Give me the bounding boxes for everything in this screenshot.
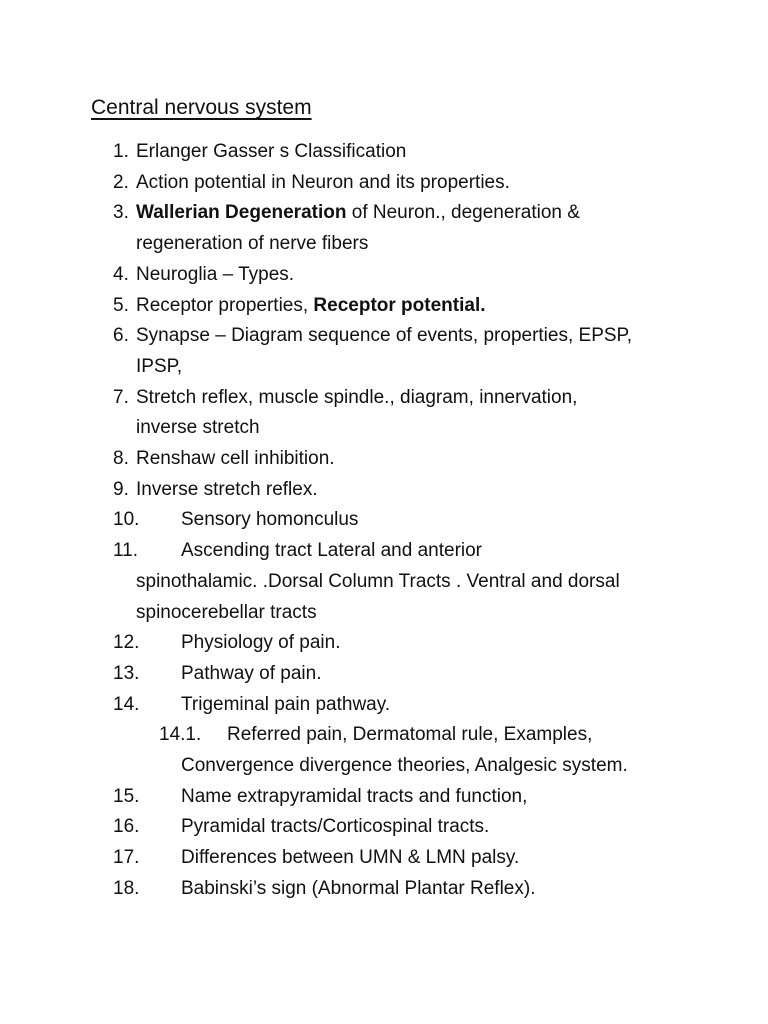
list-item-number: 17. [113,847,140,869]
list-item-text [181,815,489,839]
list-item-text-part: Receptor properties, [136,294,314,316]
list-item-number: 13. [113,662,140,684]
list-item-text [136,601,317,625]
list-item-text [181,508,358,532]
list-item-text [181,539,482,563]
list-item-text-part: spinothalamic. .Dorsal Column Tracts . Ventral and dorsal [136,570,620,592]
list-item-text [136,140,406,164]
list-item-text-part: Neuroglia – Types. [136,263,295,285]
list-item-text-part: Referred pain, Dermatomal rule, Examples, [227,724,593,746]
list-item-number: 11. [113,540,139,562]
document-title: Central nervous system [91,96,312,119]
list-item-text-part: Name extrapyramidal tracts and function, [181,785,528,807]
list-item-text [136,171,510,195]
list-item-number: 9. [113,478,129,500]
list-item-text-part: Trigeminal pain pathway. [181,693,391,715]
list-item-text [136,263,294,287]
list-item-text [181,785,527,809]
list-item-number: 6. [113,325,129,347]
list-item-text [136,355,182,379]
list-item-number: 7. [113,386,129,408]
list-item-number: 15. [113,785,140,807]
list-item-text [136,324,632,348]
list-item-number: 12. [113,632,140,654]
list-item-text-part: Convergence divergence theories, Analgesic system. [181,755,628,776]
list-item-number: 8. [113,448,129,469]
list-item-number: 2. [113,171,129,193]
list-item-text-part: regeneration of nerve fibers [136,233,369,255]
list-item-text [136,416,260,440]
list-item-text-bold: Receptor potential. [313,294,486,316]
list-item-text-part: inverse stretch [136,417,260,439]
list-item-text-part: Pyramidal tracts/Corticospinal tracts. [181,816,490,838]
list-item-text [136,232,368,256]
list-item-text-part: Action potential in Neuron and its properties. [136,171,510,193]
list-item-text-part: Synapse – Diagram sequence of events, properties, EPSP, [136,325,633,347]
list-item-number: 1. [113,141,129,162]
list-item-text [227,723,592,747]
list-item-text [181,693,390,717]
list-item-text [136,294,486,318]
list-item-text-part: Physiology of pain. [181,632,341,654]
list-item-text-part: Renshaw cell inhibition. [136,448,335,469]
list-item-number: 16. [113,816,140,838]
list-item-text-part: Differences between UMN & LMN palsy. [181,847,520,869]
list-item-text [181,754,628,778]
list-item-text [136,386,577,410]
list-item-text [181,662,321,686]
list-item-text-part: Sensory homonculus [181,509,359,531]
list-item-number: 14.1. [159,724,202,746]
list-item-text-bold: Wallerian Degeneration [136,202,347,224]
list-item-number: 10. [113,509,140,531]
list-item-text [181,631,341,655]
list-item-text [136,201,580,225]
list-item-number: 3. [113,202,129,224]
list-item-number: 14. [113,693,140,715]
list-item-text-part: Erlanger Gasser s Classification [136,141,407,162]
list-item-text-part: Ascending tract Lateral and anterior [181,540,483,562]
list-item-text [136,570,620,594]
list-item-text [136,447,335,471]
list-item-number: 4. [113,263,129,285]
list-item-text-part: spinocerebellar tracts [136,601,317,623]
list-item-text [136,478,318,502]
list-item-text-part: of Neuron., degeneration & [346,202,580,224]
list-item-text [181,877,535,901]
list-item-text-part: Pathway of pain. [181,662,322,684]
list-item-text-part: Inverse stretch reflex. [136,478,318,500]
list-item-text [181,846,519,870]
list-item-text-part: Stretch reflex, muscle spindle., diagram, innervation, [136,386,578,408]
list-item-number: 5. [113,294,129,316]
list-item-text-part: IPSP, [136,355,183,377]
list-item-number: 18. [113,877,140,899]
list-item-text-part: Babinski’s sign (Abnormal Plantar Reflex). [181,877,536,899]
